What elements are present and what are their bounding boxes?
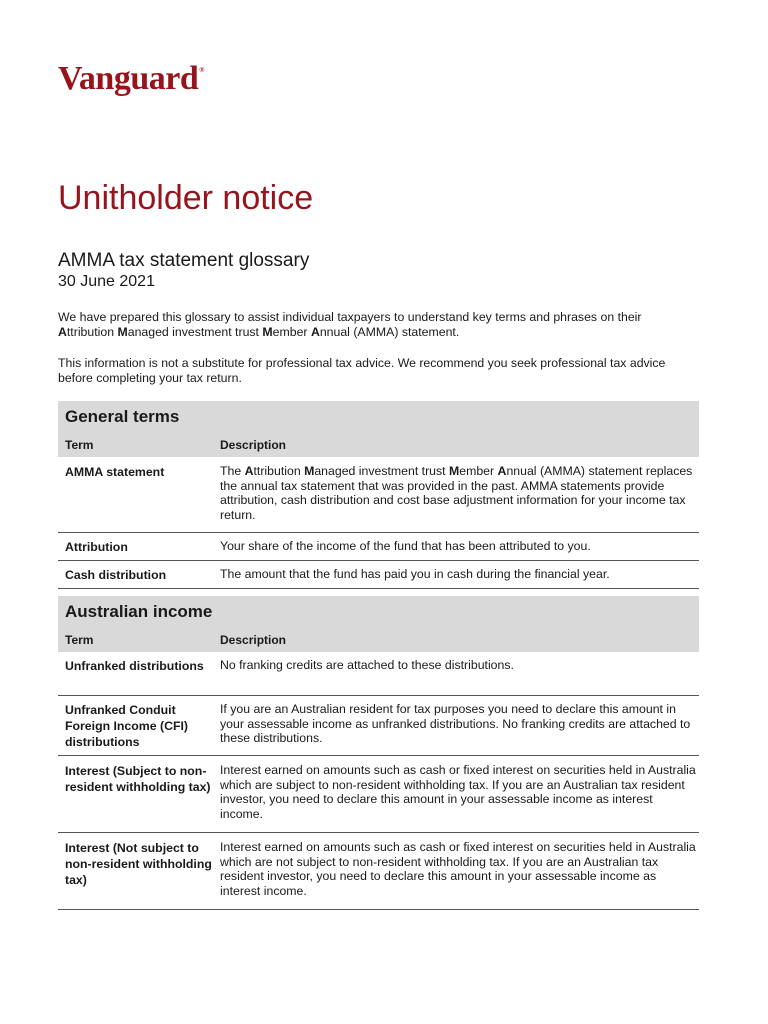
table-row (58, 561, 699, 589)
description-cell: If you are an Australian resident for tax purposes you need to declare this amount in your assessable income as unfranked distributions. No franking credits are attached to these distributions. (220, 702, 691, 745)
term-cell: Interest (Not subject to non-resident withholding tax) (65, 841, 212, 887)
page-title: Unitholder notice (58, 179, 314, 217)
description-cell: No franking credits are attached to these distributions. (220, 658, 514, 672)
table-row (58, 756, 699, 833)
term-cell: Cash distribution (65, 568, 167, 582)
column-header-term: Term (65, 438, 94, 452)
table-row (58, 533, 699, 561)
term-cell: Interest (Subject to non-resident withholding tax) (65, 764, 211, 794)
table-row (58, 457, 699, 533)
description-cell: Interest earned on amounts such as cash or fixed interest on securities held in Australia which are not subject to non-resident withholding tax. If you are an Australian tax resident investor, you need to declare this amount in your assessable income as interest income. (220, 840, 696, 898)
term-cell: Unfranked distributions (65, 659, 204, 673)
term-cell: Attribution (65, 540, 128, 554)
section-header (58, 401, 699, 457)
column-header-description: Description (220, 633, 287, 647)
column-header-term: Term (65, 633, 94, 647)
table-row (58, 696, 699, 756)
section-title: Australian income (65, 602, 213, 621)
page-subtitle: AMMA tax statement glossary (58, 250, 310, 271)
section-title: General terms (65, 407, 180, 426)
column-header-description: Description (220, 438, 287, 452)
section-header (58, 596, 699, 652)
table-row (58, 652, 699, 696)
intro-paragraph: We have prepared this glossary to assist individual taxpayers to understand key terms and phrases on their Attribution Managed investment trust Member Annual (AMMA) statement. (58, 310, 642, 339)
disclaimer-paragraph: This information is not a substitute for professional tax advice. We recommend you seek professional tax advice before completing your tax return. (58, 356, 666, 385)
description-cell: Your share of the income of the fund that has been attributed to you. (220, 539, 591, 553)
description-cell: Interest earned on amounts such as cash or fixed interest on securities held in Australia which are subject to non-resident withholding tax. If you are an Australian tax resident investor, you need to declare this amount in your assessable income as interest income. (220, 763, 696, 821)
general-terms-section (58, 401, 699, 589)
description-cell: The amount that the fund has paid you in cash during the financial year. (220, 567, 610, 581)
term-cell: AMMA statement (65, 465, 165, 479)
statement-date: 30 June 2021 (58, 273, 155, 290)
table-row (58, 833, 699, 910)
vanguard-logo: Vanguard® (58, 60, 204, 97)
australian-income-section (58, 596, 699, 910)
term-cell: Unfranked Conduit Foreign Income (CFI) distributions (65, 703, 188, 749)
description-cell: The Attribution Managed investment trust Member Annual (AMMA) statement replaces the annual tax statement that was provided in the past. AMMA statements provide attribution, cash distribution and cost base adjustment information for your income tax return. (220, 464, 693, 522)
